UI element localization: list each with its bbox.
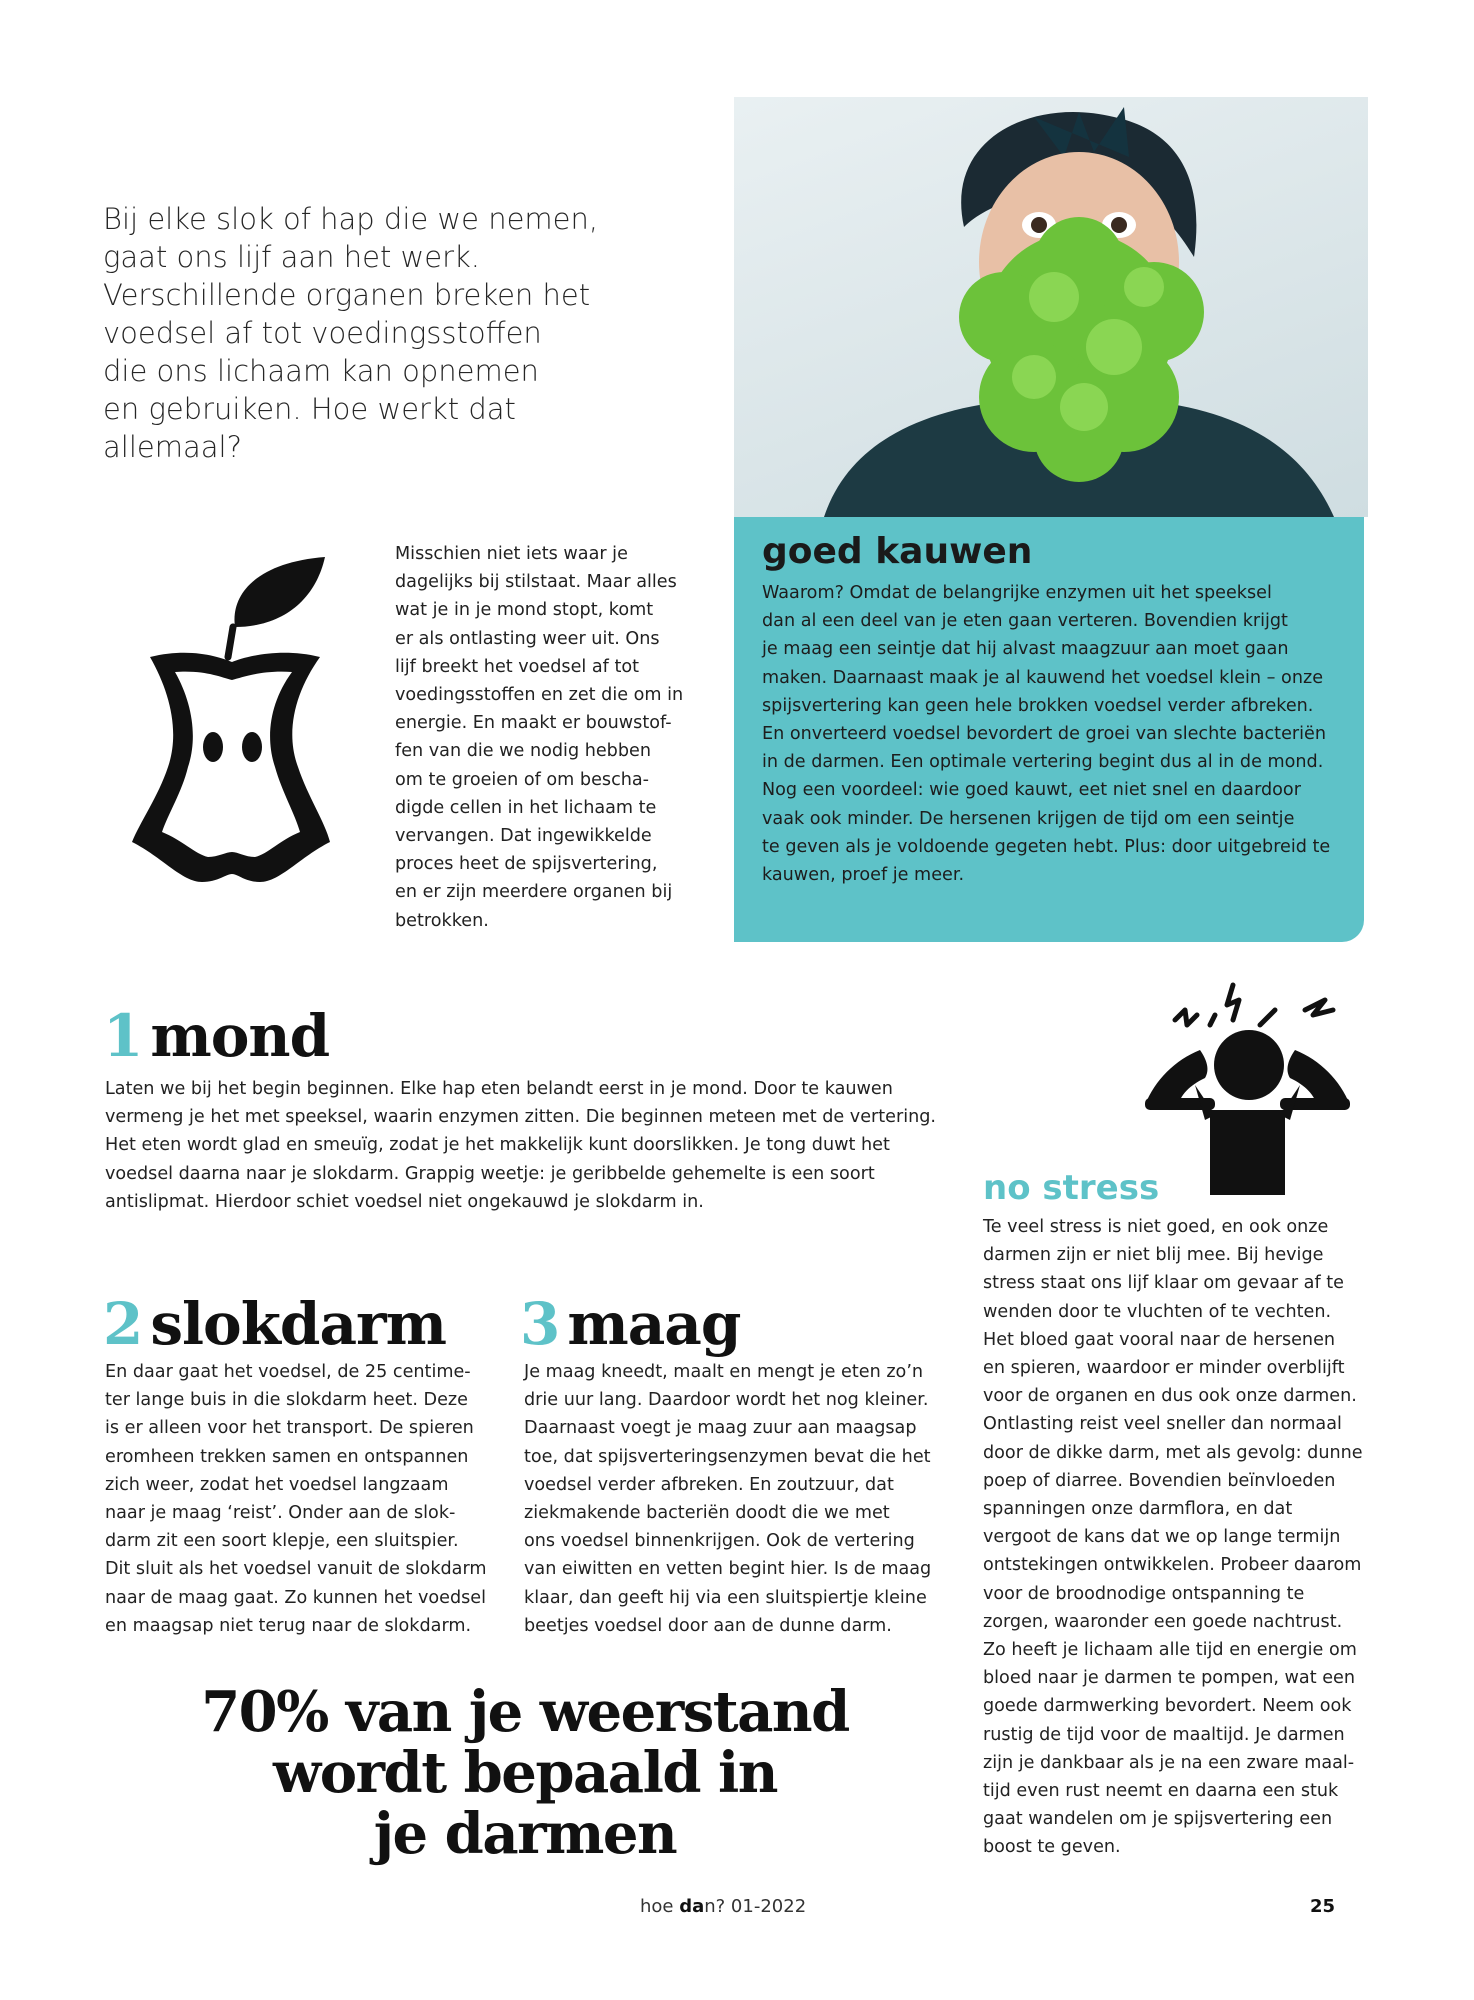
section-title-text: maag: [567, 1290, 741, 1358]
section-text-mond: Laten we bij het begin beginnen. Elke hap eten belandt eerst in je mond. Door te kauwen vermeng je het met speeksel, waarin enzymen zitten. Die beginnen meteen met de vertering. Het eten wordt glad en smeuïg, zodat je het makkelijk kunt doorslikken. Je tong duwt het voedsel daarna naar je slokdarm. Grappig weetje: je geribbelde gehemelte is een soort antislipmat. Hierdoor schiet voedsel niet ongekauwd je slokdarm in.: [105, 1079, 937, 1212]
magazine-name-pre: hoe: [640, 1896, 680, 1917]
section-text-maag: Je maag kneedt, maalt en mengt je eten zo’n drie uur lang. Daardoor wordt het nog kleiner. Daarnaast voegt je maag zuur aan maagsap toe, dat spijsverteringsenzymen bevat die het voedsel verder afbreken. En zoutzuur, dat ziekmakende bacteriën doodt die we met ons voedsel binnenkrijgen. Ook de vertering van eiwitten en vetten begint hier. Is de maag klaar, dan geeft hij via een sluitspiertje kleine beetjes voedsel door aan de dunne darm.: [524, 1362, 932, 1636]
section-title-text: slokdarm: [150, 1290, 446, 1358]
intro-text: Bij elke slok of hap die we nemen, gaat ons lijf aan het werk. Verschillende organen breken het voedsel af tot voedingsstoffen die ons lichaam kan opnemen en gebruiken. Hoe werkt dat allemaal?: [103, 202, 599, 464]
section-title-text: mond: [150, 1002, 330, 1070]
stress-person-icon: [1135, 980, 1360, 1195]
pull-quote: 70% van je weerstand wordt bepaald in je darmen: [201, 1679, 849, 1867]
section-title-mond: [103, 1002, 329, 1070]
section-title-slokdarm: [103, 1290, 446, 1358]
magazine-name-bold: da: [679, 1896, 705, 1917]
goed-kauwen-title: goed kauwen: [762, 531, 1033, 572]
section-number: 3: [520, 1290, 560, 1358]
lettuce-photo: [734, 97, 1368, 517]
section-title-maag: [520, 1290, 740, 1358]
no-stress-title: no stress: [983, 1168, 1160, 1208]
goed-kauwen-box: [734, 517, 1364, 942]
section-number: 1: [103, 1002, 143, 1070]
page-number: 25: [1310, 1896, 1336, 1917]
no-stress-text: Te veel stress is niet goed, en ook onze darmen zijn er niet blij mee. Bij hevige stress staat ons lijf klaar om gevaar af te wenden door te vluchten of te vechten. Het bloed gaat vooral naar de hersenen en spieren, waardoor er minder overblijft voor de organen en dus ook onze darmen. Ontlasting reist veel sneller dan normaal door de dikke darm, met als gevolg: dunne poep of diarree. Bovendien beïnvloeden spanningen onze darmflora, en dat vergoot de kans dat we op lange termijn ontstekingen ontwikkelen. Probeer daarom voor de broodnodige ontspanning te zorgen, waaronder een goede nachtrust. Zo heeft je lichaam alle tijd en energie om bloed naar je darmen te pompen, wat een goede darmwerking bevordert. Neem ook rustig de tijd voor de maaltijd. Je darmen zijn je dankbaar als je na een zware maal- tijd even rust neemt en daarna een stuk gaat wandelen om je spijsvertering een boost te geven.: [983, 1217, 1363, 1858]
intro-side-text: Misschien niet iets waar je dagelijks bij stilstaat. Maar alles wat je in je mond stopt, komt er als ontlasting weer uit. Ons lijf breekt het voedsel af tot voedingsstoffen en zet die om in energie. En maakt er bouwstof- fen van die we nodig hebben om te groeien of om bescha- digde cellen in het lichaam te vervangen. Dat ingewikkelde proces heet de spijsvertering, en er zijn meerdere organen bij betrokken.: [395, 544, 684, 931]
magazine-issue: n? 01-2022: [704, 1896, 807, 1917]
section-text-slokdarm: En daar gaat het voedsel, de 25 centime- ter lange buis in die slokdarm heet. Deze is er alleen voor het transport. De spieren eromheen trekken samen en ontspannen zich weer, zodat het voedsel langzaam naar je maag ‘reist’. Onder aan de slok- darm zit een soort klepje, een sluitspier. Dit sluit als het voedsel vanuit de slokdarm naar de maag gaat. Zo kunnen het voedsel en maagsap niet terug naar de slokdarm.: [105, 1362, 487, 1636]
apple-core-icon: [120, 552, 345, 887]
goed-kauwen-text: Waarom? Omdat de belangrijke enzymen uit het speeksel dan al een deel van je eten gaan verteren. Bovendien krijgt je maag een seintje dat hij alvast maagzuur aan moet gaan maken. Daarnaast maak je al kauwend het voedsel klein – onze spijsvertering kan geen hele brokken voedsel verder afbreken. En onverteerd voedsel bevordert de groei van slechte bacteriën in de darmen. Een optimale vertering begint dus al in de mond. Nog een voordeel: wie goed kauwt, eet niet snel en daardoor vaak ook minder. De hersenen krijgen de tijd om een seintje te geven als je voldoende gegeten hebt. Plus: door uitgebreid te kauwen, proef je meer.: [762, 583, 1331, 886]
magazine-footer: [640, 1896, 806, 1917]
section-number: 2: [103, 1290, 143, 1358]
